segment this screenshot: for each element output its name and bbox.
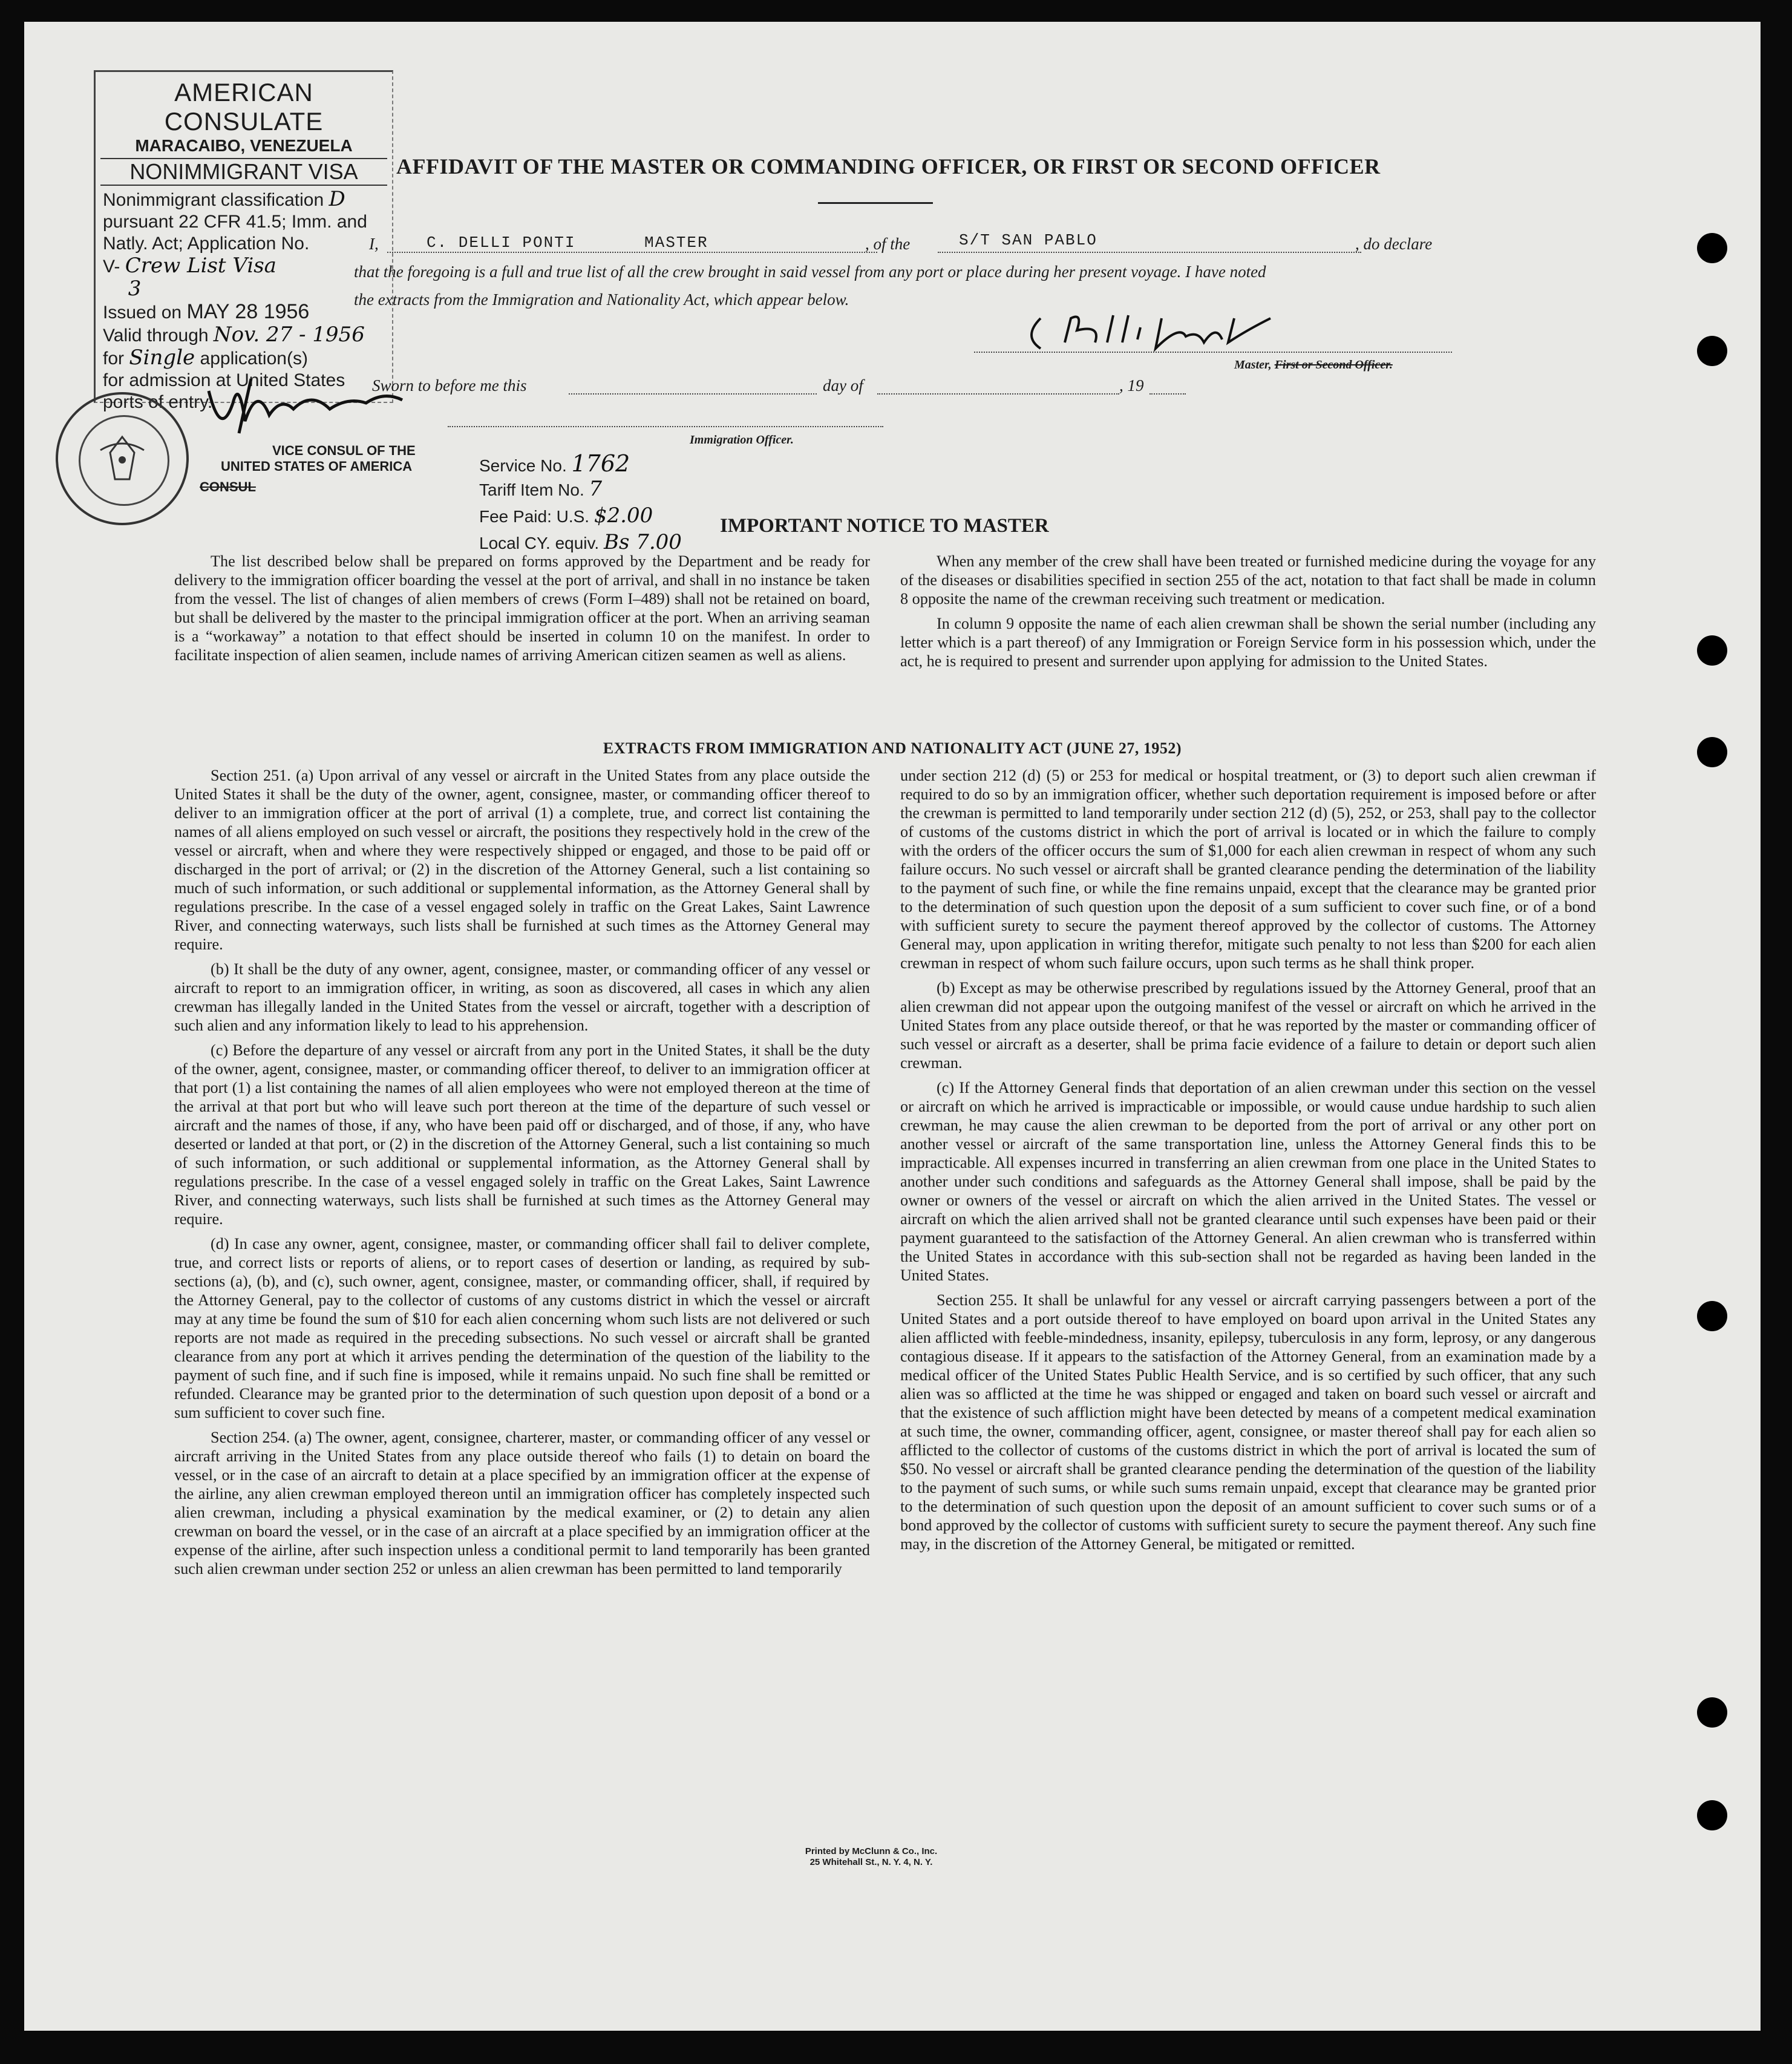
extract-paragraph: Section 251. (a) Upon arrival of any vessel or aircraft in the United States from any place outside the United States it shall be the duty of the owner, agent, consignee, master, or commanding officer thereof to deliver to an immigration officer at the port of arrival (1) a complete, true, and correct list containing the names of all aliens employed on such vessel or aircraft, the positions they respectively hold in the crew of the vessel or aircraft, when and where they were respectively shipped or engaged, and those to be paid off or discharged in the port of arrival; or (2) in the discretion of the Attorney General, such a list containing so much of such information, or such additional or supplemental information, as the Attorney General shall by regulations prescribe. In the case of a vessel engaged solely in traffic on the Great Lakes, Saint Lawrence River, and connecting waterways, such lists shall be furnished at such times as the Attorney General may require. [174,767,870,953]
stamp-city: MARACAIBO, VENEZUELA [135,136,353,155]
vice-consul-title-1: VICE CONSUL OF THE [272,443,416,458]
extract-paragraph: under section 212 (d) (5) or 253 for medical or hospital treatment, or (3) to deport such alien crewman if required to do so by an immigration officer, whether such deportation requirement is imposed before or after the crewman is permitted to land temporarily under section 212 (d) (5), 252, or 253, shall pay to the collector of customs of the customs district in which the port of arrival is located or in which the failure to comply with the orders of the officer occurs the sum of $1,000 for each alien crewman in respect of whom any such failure occurs. No such vessel or aircraft shall be granted clearance pending the determination of the liability to the payment of such fine, or while the fine remains unpaid, except that the clearance may be granted prior to the determination of such question upon the deposit of a sum sufficient to cover such fine, or of a bond with sufficient surety to secure the payment thereof approved by the collector of customs. The Attorney General may, upon application in writing therefor, mitigate such penalty to not less than $200 for each alien crewman in respect of whom such failure occurs, upon such terms as he shall think proper. [900,767,1596,972]
notice-paragraph: The list described below shall be prepared on forms approved by the Department and be ready for delivery to the immigration officer boarding the vessel at the port of arrival, and shall in no instance be taken from the vessel. The list of changes of alien members of crews (Form I–489) shall not be retained on board, but shall be delivered by the master to the principal immigration officer at the port. When an arriving seaman is a “workaway” a notation to that effect should be inserted in column 10 on the manifest. In order to facilitate inspection of alien seamen, include names of arriving American citizen seamen as well as aliens. [174,552,870,664]
binder-hole-icon [1697,1800,1727,1830]
notice-left-column [174,552,870,670]
declaration-line-3: the extracts from the Immigration and Nationality Act, which appear below. [354,290,849,309]
binder-hole-icon [1697,336,1727,366]
extracts-left-column [174,766,870,1584]
extract-paragraph: (b) Except as may be otherwise prescribed by regulations issued by the Attorney General, proof that an alien crewman did not appear upon the outgoing manifest of the vessel or aircraft on which he arrived in the United States from any place outside thereof, or that he was reported by the master or commanding officer of such vessel or aircraft as a deserter, shall be prima facie evidence of a failure to detain or deport such alien crewman. [900,979,1596,1072]
title-underline [818,202,933,204]
stamp-valid: Valid through Nov. 27 - 1956 [103,323,365,347]
vessel-name: S/T SAN PABLO [959,231,1097,249]
extract-paragraph: Section 254. (a) The owner, agent, consignee, charterer, master, or commanding officer of any vessel or aircraft arriving in the United States from any place outside thereof who fails (1) to detain on board the vessel, or in the case of an aircraft to detain at a place specified by an immigration officer at the expense of the airline, any alien crewman employed thereon until an immigration officer has completely inspected such alien crewman, including a physical examination by the medical examiner, or (2) to detain any alien crewman on board the vessel, or in the case of an aircraft at a place specified by an immigration officer at the expense of the airline, after such inspection unless a conditional permit to land temporarily has been granted such alien crewman under section 252 or unless an alien crewman has been permitted to land temporarily [174,1429,870,1577]
sworn-month-line [877,393,1119,395]
local-equivalent: Local CY. equiv. Bs 7.00 [479,530,682,554]
vice-consul-title-2: UNITED STATES OF AMERICA [221,459,413,474]
binder-hole-icon [1697,1301,1727,1331]
sworn-day-line [569,393,817,395]
binder-hole-icon [1697,233,1727,263]
notice-title: IMPORTANT NOTICE TO MASTER [720,515,1049,537]
day-of-label: day of [823,376,863,395]
stamp-act: Natly. Act; Application No. [103,234,310,254]
binder-hole-icon [1697,1697,1727,1728]
extracts-right-column [900,766,1596,1559]
year-label: , 19 [1119,376,1144,395]
of-the-label: , of the [865,235,911,253]
consulate-visa-stamp [94,70,393,412]
extract-paragraph: Section 255. It shall be unlawful for any vessel or aircraft carrying passengers between a port of the United States and a port outside thereof to have employed on board upon arrival in the United States any alien afflicted with feeble-mindedness, insanity, epilepsy, tuberculosis in any form, leprosy, or any dangerous contagious disease. If it appears to the satisfaction of the Attorney General, from an examination made by a medical officer of the United States Public Health Service, and is so certified by such officer, that any such alien was so afflicted at the time he was shipped or engaged and taken on board such vessel or aircraft and that the existence of such affliction might have been detected by means of a competent medical examination at such time, the owner, commanding officer, agent, consignee, or master thereof shall pay for each alien so afflicted to the collector of customs of the customs district in which the port of arrival is located the sum of $50. No vessel or aircraft shall be granted clearance pending the determination of the question of the liability to the payment of such sums, or while such sums remain unpaid, except that clearance may be granted prior to the determination of such question upon the deposit of an amount sufficient to cover such sums or of a bond approved by the collector of customs with sufficient surety to secure the payment thereof. Any such fine may, in the discretion of the Attorney General, be mitigated or remitted. [900,1291,1596,1553]
document-page [24,22,1761,2031]
signature-caption: Master, First or Second Officer. [1234,358,1393,372]
year-line [1149,393,1186,395]
affidavit-title: AFFIDAVIT OF THE MASTER OR COMMANDING OFFICER, OR FIRST OR SECOND OFFICER [396,154,1381,179]
consulate-seal-icon [56,392,189,525]
vessel-line [938,252,1361,253]
consul-struck: CONSUL [200,479,256,494]
stamp-visa-type: NONIMMIGRANT VISA [100,158,387,186]
extract-paragraph: (c) Before the departure of any vessel or aircraft from any port in the United States, it shall be the duty of the owner, agent, consignee, master, or commanding officer thereof, to deliver to an immigration officer at that port (1) a list containing the names of all alien employees who were not employed thereon at the time of the arrival at that port but who will leave such port thereon at the time of the departure of such vessel or aircraft and the names of those, if any, who have been paid off or discharged, and of those, if any, who have deserted or landed at that port, or (2) in the discretion of the Attorney General, such a list containing so much of such information, or such additional or supplemental information, as the Attorney General shall by regulations prescribe. In the case of a vessel engaged solely in traffic on the Great Lakes, Saint Lawrence River, and connecting waterways, such lists shall be furnished at such times as the Attorney General may require. [174,1041,870,1228]
extracts-title: EXTRACTS FROM IMMIGRATION AND NATIONALITY ACT (JUNE 27, 1952) [603,739,1182,757]
declaration-line-2: that the foregoing is a full and true list of all the crew brought in said vessel from any port or place during her present voyage. I have noted [354,263,1266,281]
notice-paragraph: When any member of the crew shall have been treated or furnished medicine during the voyage for any of the diseases or disabilities specified in section 255 of the act, notation to that fact shall be made in column 8 opposite the name of the crewman receiving such treatment or medication. [900,552,1596,608]
stamp-issued: Issued on MAY 28 1956 [103,300,310,323]
immigration-officer-line [448,426,883,427]
service-no: Service No. 1762 [479,450,630,477]
notice-right-column [900,552,1596,677]
extract-paragraph: (b) It shall be the duty of any owner, agent, consignee, master, or commanding officer of any vessel or aircraft to report to an immigration officer, in writing, as soon as discovered, all cases in which any alien crewman has illegally landed in the United States from the vessel or aircraft, together with a description of such alien and any information likely to lead to his apprehension. [174,960,870,1034]
stamp-classification: Nonimmigrant classification D [103,187,345,211]
i-label: I, [369,235,379,253]
stamp-application-number: 3 [128,277,142,301]
stamp-for: for Single application(s) [103,346,308,370]
master-rank: MASTER [644,234,708,252]
sworn-label: Sworn to before me this [372,376,527,395]
master-name: C. DELLI PONTI [427,234,576,252]
stamp-pursuant: pursuant 22 CFR 41.5; Imm. and [103,212,367,232]
binder-hole-icon [1697,737,1727,767]
extract-paragraph: (d) In case any owner, agent, consignee, master, or commanding officer shall fail to deliver complete, true, and correct lists or reports of aliens, or to report cases of desertion or landing, as required by sub-sections (a), (b), and (c), such owner, agent, consignee, master, or commanding officer, shall, if required by the Attorney General, pay to the collector of customs of any customs district in which the vessel or aircraft may at any time be found the sum of $10 for each alien concerning whom such lists are not delivered or such reports are not made as required in the preceding subsections. No such vessel or aircraft shall be granted clearance from any port at which it arrives pending the determination of the question of the liability to the payment of such fine, and if such fine is imposed, while it remains unpaid. No such fine shall be remitted or refunded. Clearance may be granted prior to the determination of such question upon deposit of a bond or a sum sufficient to cover such fine. [174,1235,870,1421]
immigration-officer-caption: Immigration Officer. [690,433,794,447]
stamp-ports: ports of entry. [103,392,213,412]
tariff-item: Tariff Item No. 7 [479,477,603,501]
stamp-application: V- Crew List Visa [103,254,276,278]
signature-line [974,352,1452,353]
extract-paragraph: (c) If the Attorney General finds that deportation of an alien crewman under this section on the vessel or aircraft on which he arrived is impracticable or impossible, or would cause undue hardship to such alien crewman, he may cause the alien crewman to be deported from the port of arrival or any other port on another vessel or aircraft of the same transportation line, unless the Attorney General finds this to be impracticable. All expenses incurred in transferring an alien crewman from one place in the United States to another under such conditions and safeguards as the Attorney General shall impose, shall be paid by the owner or owners of the vessel or aircraft on which the alien arrived in the United States. The vessel or aircraft on which the alien arrived shall not be granted clearance until such expenses have been paid or their payment guaranteed to the satisfaction of the Attorney General. An alien crewman who is transferred within the United States in accordance with this sub-section shall not be regarded as having been landed in the United States. [900,1079,1596,1284]
stamp-admission: for admission at United States [103,370,345,390]
notice-paragraph: In column 9 opposite the name of each alien crewman shall be shown the serial number (including any letter which is a part thereof) of any Immigration or Foreign Service form in his possession which, under the act, he is required to present and surrender upon applying for admission to the United States. [900,615,1596,670]
master-name-line [387,252,877,253]
stamp-consulate: AMERICAN CONSULATE [164,78,324,136]
printer-imprint: Printed by McClunn & Co., Inc. 25 Whitehall St., N. Y. 4, N. Y. [805,1846,938,1867]
fee-paid: Fee Paid: U.S. $2.00 [479,503,653,528]
binder-hole-icon [1697,635,1727,666]
do-declare-label: , do declare [1355,235,1433,253]
